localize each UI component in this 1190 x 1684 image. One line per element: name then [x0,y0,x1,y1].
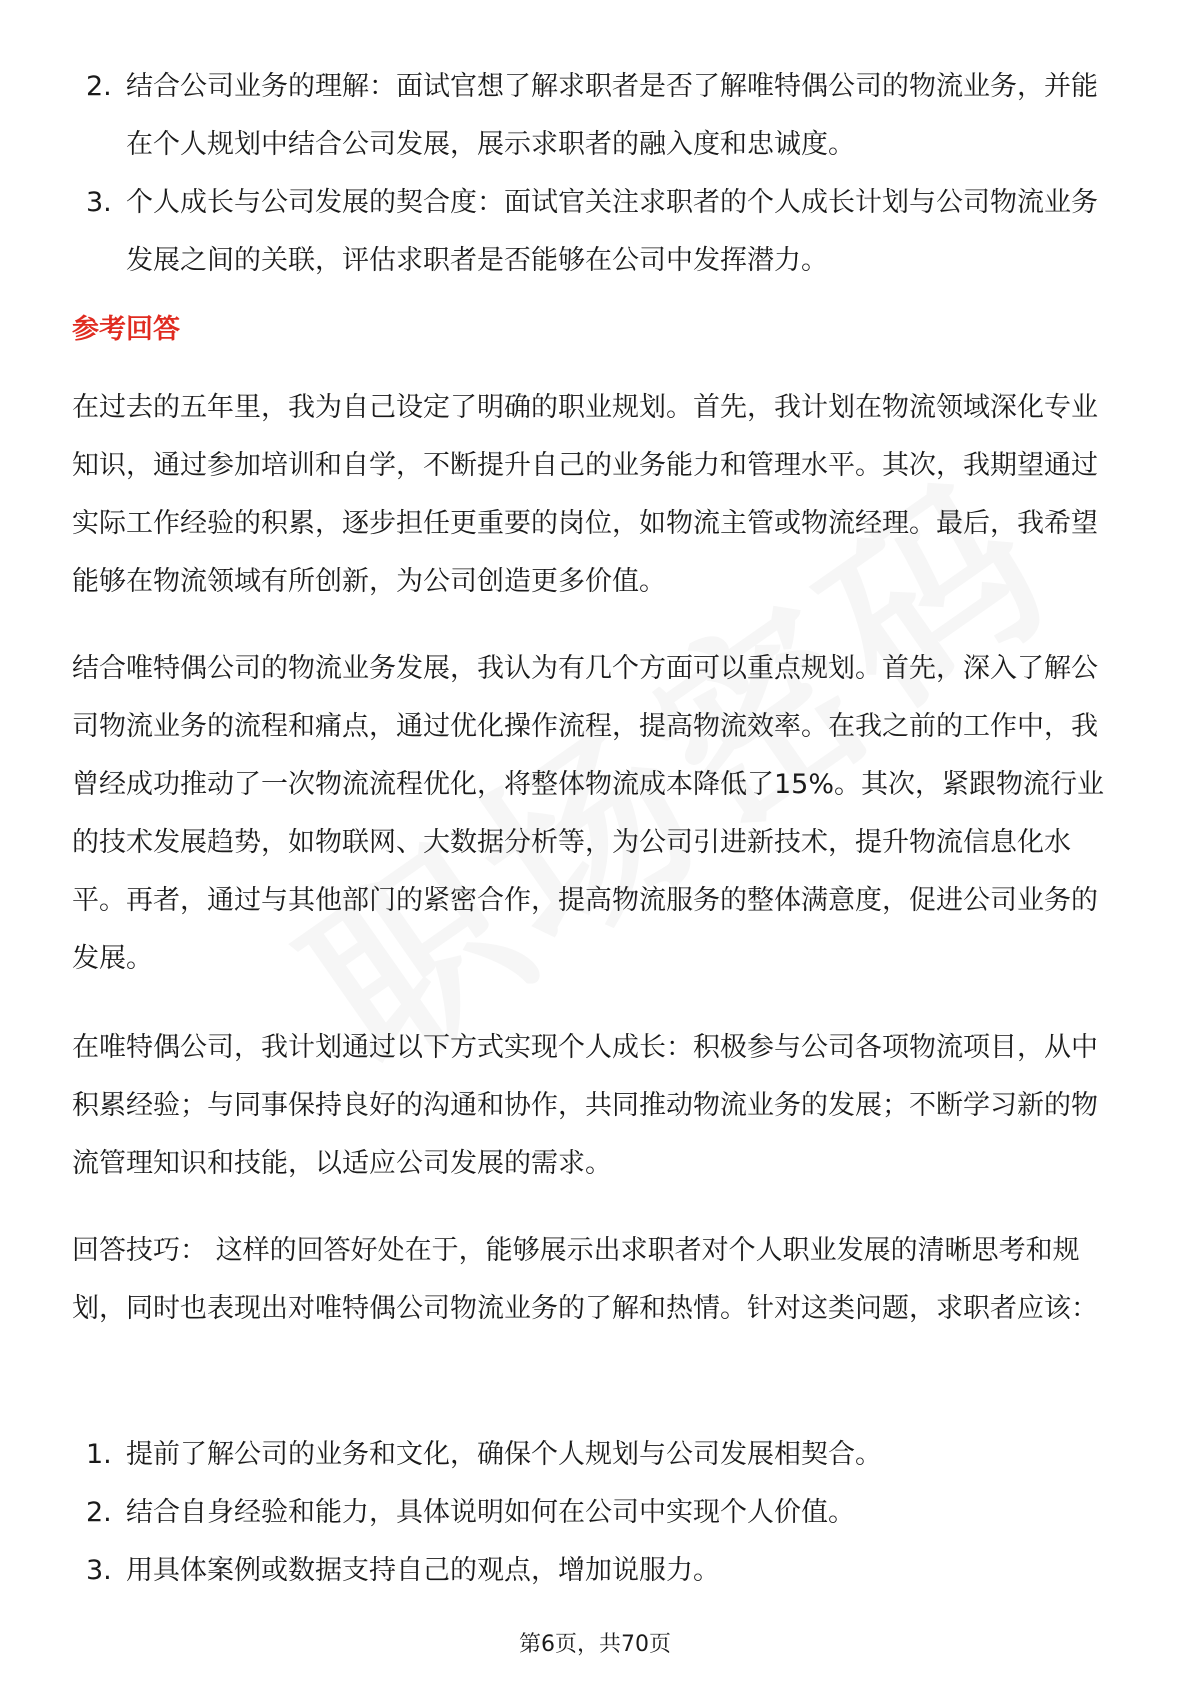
list-number: 2. [86,1497,112,1528]
list-text: 结合公司业务的理解：面试官想了解求职者是否了解唯特偶公司的物流业务，并能在个人规划中结合公司发展，展示求职者的融入度和忠诚度。 [126,71,1098,160]
answer-paragraph: 结合唯特偶公司的物流业务发展，我认为有几个方面可以重点规划。首先，深入了解公司物流业务的流程和痛点，通过优化操作流程，提高物流效率。在我之前的工作中，我曾经成功推动了一次物流流程优化，将整体物流成本降低了15%。其次，紧跟物流行业的技术发展趋势，如物联网、大数据分析等，为公司引进新技术，提升物流信息化水平。再者，通过与其他部门的紧密合作，提高物流服务的整体满意度，促进公司业务的发展。 [72,653,1105,974]
list-item [72,1426,1122,1484]
list-item [72,174,1122,290]
tips-list [72,1426,1122,1600]
list-item [72,58,1122,174]
list-item [72,1484,1122,1542]
answer-paragraph: 在唯特偶公司，我计划通过以下方式实现个人成长：积极参与公司各项物流项目，从中积累经验；与同事保持良好的沟通和协作，共同推动物流业务的发展；不断学习新的物流管理知识和技能，以适应公司发展的需求。 [72,1032,1098,1179]
criteria-list [72,58,1122,290]
answer-heading: 参考回答 [72,314,180,345]
list-text: 个人成长与公司发展的契合度：面试官关注求职者的个人成长计划与公司物流业务发展之间的关联，评估求职者是否能够在公司中发挥潜力。 [126,187,1098,276]
tips-paragraph: 回答技巧： 这样的回答好处在于，能够展示出求职者对个人职业发展的清晰思考和规划，同时也表现出对唯特偶公司物流业务的了解和热情。针对这类问题，求职者应该： [72,1235,1098,1324]
list-number: 3. [86,1555,112,1586]
list-number: 2. [86,71,112,102]
list-text: 结合自身经验和能力，具体说明如何在公司中实现个人价值。 [126,1497,855,1528]
page-number-footer: 第6页，共70页 [519,1632,671,1657]
answer-paragraph: 在过去的五年里，我为自己设定了明确的职业规划。首先，我计划在物流领域深化专业知识，通过参加培训和自学，不断提升自己的业务能力和管理水平。其次，我期望通过实际工作经验的积累，逐步担任更重要的岗位，如物流主管或物流经理。最后，我希望能够在物流领域有所创新，为公司创造更多价值。 [72,392,1098,597]
list-number: 3. [86,187,112,218]
list-number: 1. [86,1439,112,1470]
list-text: 提前了解公司的业务和文化，确保个人规划与公司发展相契合。 [126,1439,882,1470]
list-text: 用具体案例或数据支持自己的观点，增加说服力。 [126,1555,720,1586]
list-item [72,1542,1122,1600]
